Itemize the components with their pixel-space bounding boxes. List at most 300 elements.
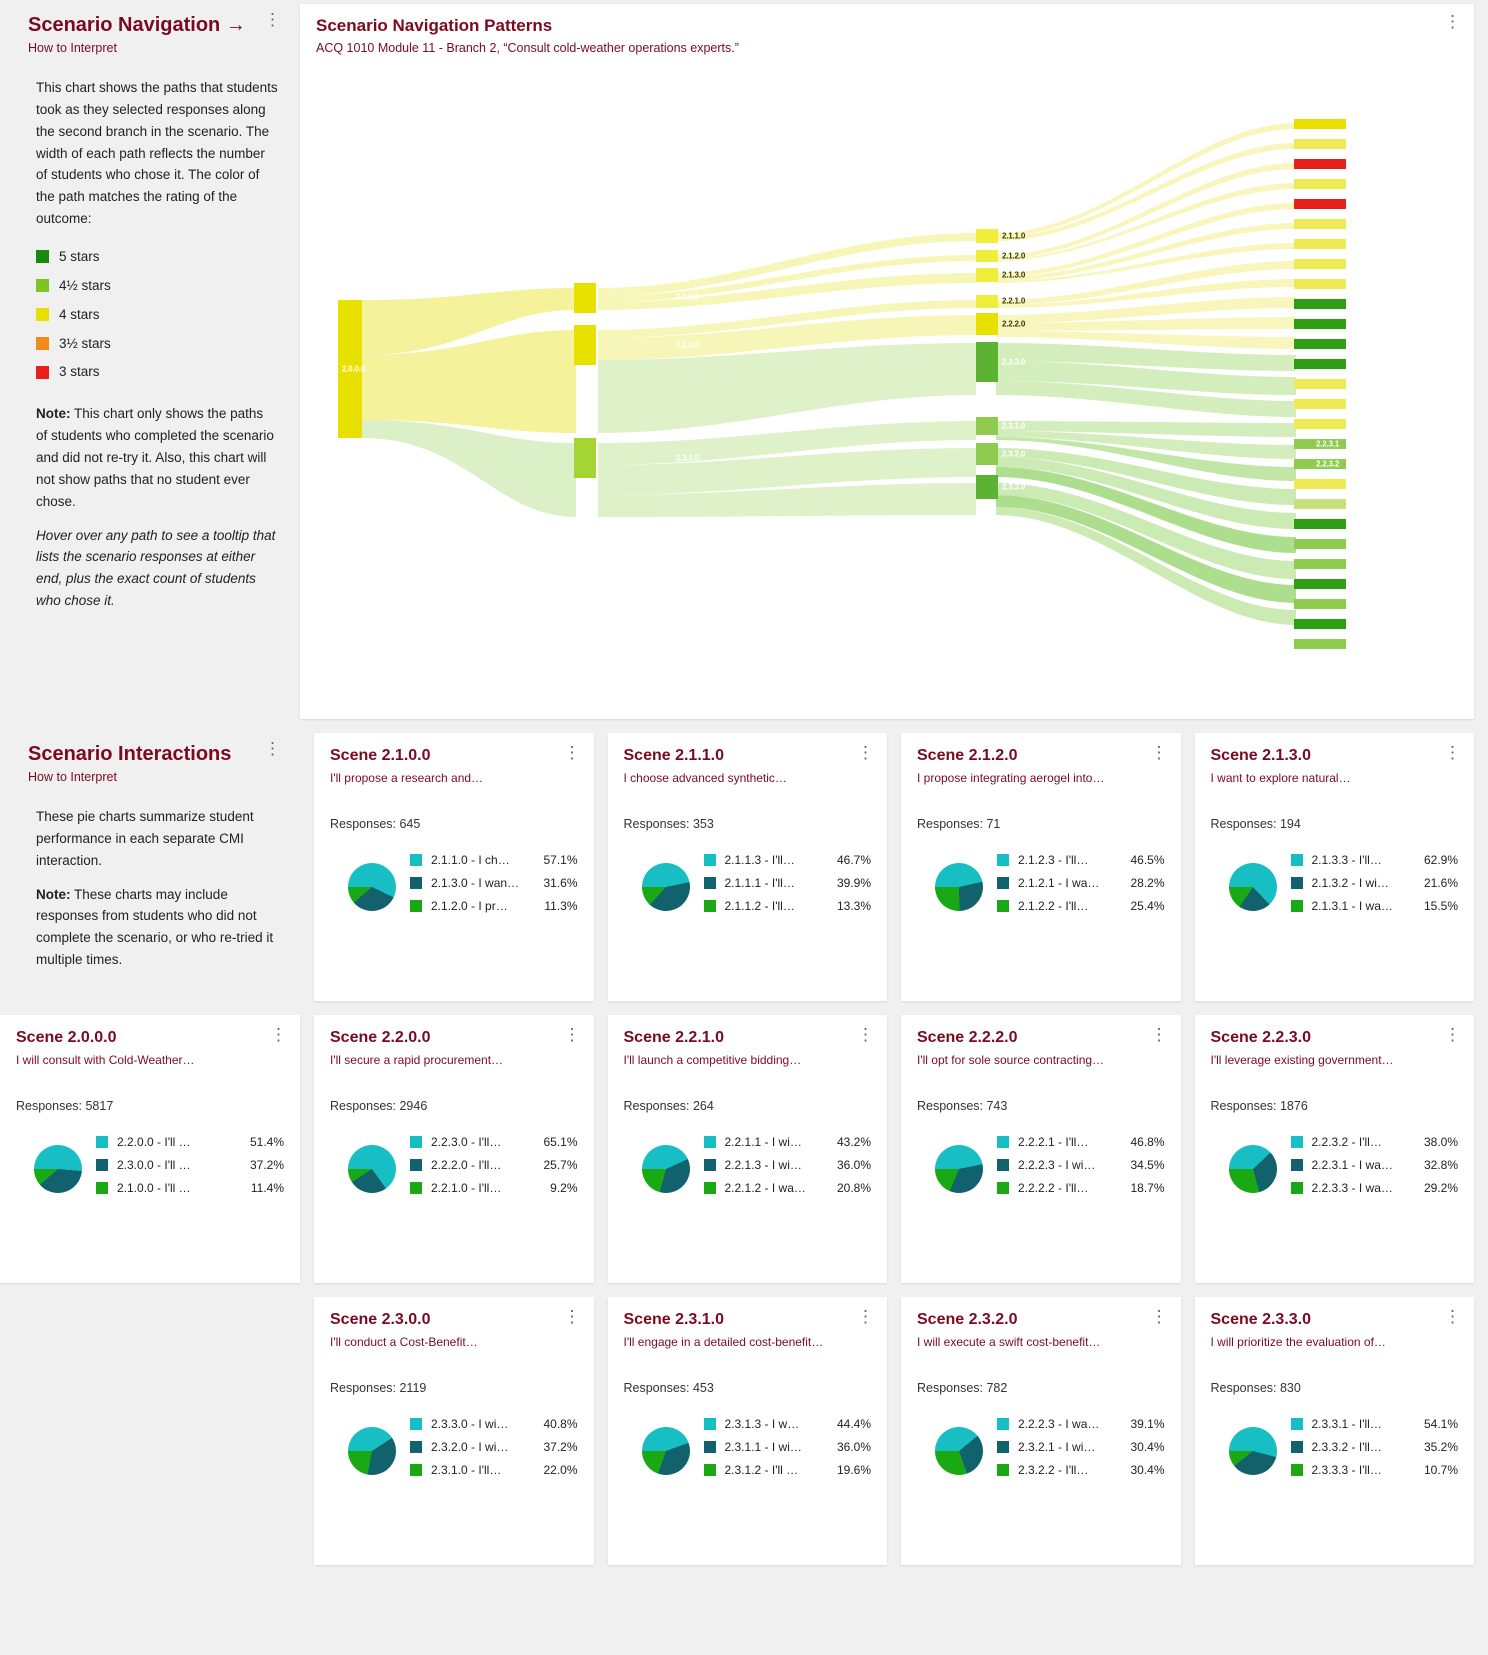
kebab-menu-icon[interactable]: ⋮ (857, 1025, 874, 1044)
legend-swatch (96, 1182, 108, 1194)
legend-label: 2.1.3.0 - I wan… (431, 875, 520, 890)
scene-card[interactable] (901, 733, 1181, 1001)
card-title: Scene 2.2.2.0 (917, 1029, 1018, 1046)
note-label: Note: (36, 886, 71, 902)
pie-chart[interactable] (1229, 1145, 1277, 1193)
responses-value: 743 (986, 1098, 1008, 1113)
pie-legend (410, 1135, 578, 1204)
responses-label: Responses: (917, 1098, 987, 1113)
note-text: These charts may include responses from students who did not complete the scenario, or who re-tried it multiple times. (36, 886, 274, 968)
sankey-node-label-2-1-2-0: 2.1.2.0 (1002, 251, 1026, 261)
legend-swatch (410, 1159, 422, 1171)
responses-count (330, 817, 578, 831)
legend-percent: 30.4% (1130, 1439, 1165, 1454)
legend-item (1291, 899, 1459, 913)
sankey-links[interactable] (362, 123, 1296, 625)
pie-chart[interactable] (935, 1145, 983, 1193)
legend-label: 2.2.0.0 - I'll … (117, 1134, 191, 1149)
kebab-menu-icon[interactable]: ⋮ (1150, 1025, 1168, 1044)
legend-item (36, 361, 278, 383)
legend-percent: 15.5% (1423, 898, 1458, 913)
legend-swatch (1291, 1182, 1303, 1194)
pie-chart[interactable] (348, 1145, 396, 1193)
legend-swatch (410, 1182, 422, 1194)
card-title: Scene 2.1.1.0 (623, 747, 725, 764)
pie-legend (997, 1135, 1165, 1204)
legend-percent: 65.1% (543, 1134, 578, 1149)
kebab-menu-icon[interactable]: ⋮ (1150, 743, 1168, 762)
responses-value: 71 (986, 816, 1001, 831)
legend-label: 2.3.3.2 - I'll… (1311, 1439, 1382, 1454)
kebab-menu-icon[interactable]: ⋮ (264, 739, 281, 758)
legend-percent: 37.2% (249, 1157, 284, 1172)
responses-label: Responses: (330, 1098, 400, 1113)
legend-item (704, 1158, 872, 1172)
card-title: Scene 2.1.2.0 (917, 747, 1018, 764)
legend-percent: 46.7% (836, 852, 871, 867)
rating-legend (36, 246, 278, 383)
sankey-node-label-2-2-3-0: 2.2.3.0 (1002, 357, 1026, 367)
responses-label: Responses: (16, 1098, 86, 1113)
legend-percent: 36.0% (836, 1439, 871, 1454)
legend-item (1291, 1463, 1459, 1477)
pie-legend (997, 853, 1165, 922)
pie-chart[interactable] (642, 1427, 690, 1475)
legend-swatch (410, 900, 422, 912)
legend-label: 2.1.1.2 - I'll… (724, 898, 795, 913)
legend-item (997, 1135, 1165, 1149)
legend-swatch (410, 1441, 422, 1453)
legend-item (704, 853, 872, 867)
responses-count (330, 1381, 578, 1395)
responses-label: Responses: (623, 1098, 693, 1113)
legend-swatch (704, 1418, 716, 1430)
legend-percent: 35.2% (1423, 1439, 1458, 1454)
responses-value: 2119 (399, 1380, 427, 1395)
sankey-node-2-1-3-0 (976, 268, 998, 282)
responses-label: Responses: (1210, 1380, 1280, 1395)
hover-hint: Hover over any path to see a tooltip that lists the scenario responses at either end, plus the exact count of students who chose it. (36, 527, 276, 609)
legend-item (704, 1463, 872, 1477)
legend-percent: 62.9% (1423, 852, 1458, 867)
card-subtitle: I'll secure a rapid procurement… (330, 1053, 504, 1067)
legend-item (36, 275, 278, 297)
legend-item (997, 1181, 1165, 1195)
sankey-node-2-2-3-0 (976, 342, 998, 382)
scenario-interactions-section (0, 719, 1488, 1565)
responses-value: 353 (692, 816, 714, 831)
legend-label: 2.1.2.0 - I pr… (431, 898, 508, 913)
scene-card[interactable] (314, 733, 594, 1001)
sankey-node-2-1-2-0 (976, 250, 998, 262)
legend-label: 2.2.1.1 - I wi… (724, 1134, 802, 1149)
scene-card[interactable] (0, 1015, 300, 1283)
pie-chart[interactable] (1229, 863, 1277, 911)
legend-label: 2.3.2.1 - I wi… (1018, 1439, 1096, 1454)
legend-item (704, 876, 872, 890)
sankey-node-label-2-3-2-0: 2.3.2.0 (1002, 449, 1026, 459)
pie-legend (1291, 1417, 1459, 1486)
sankey-node-2-3-0-0 (574, 438, 596, 478)
card-title: Scene 2.3.0.0 (330, 1311, 431, 1328)
legend-swatch (997, 900, 1009, 912)
legend-label: 2.1.3.2 - I wi… (1311, 875, 1389, 890)
sankey-svg[interactable] (316, 65, 1396, 705)
sankey-node-label-2-2-3-1: 2.2.3.1 (1316, 439, 1340, 449)
legend-label: 2.1.2.1 - I wa… (1018, 875, 1100, 890)
legend-label: 2.2.2.3 - I wi… (1018, 1157, 1096, 1172)
legend-item (704, 1440, 872, 1454)
legend-label: 2.2.3.2 - I'll… (1311, 1134, 1382, 1149)
responses-label: Responses: (623, 816, 693, 831)
legend-percent: 39.1% (1130, 1416, 1165, 1431)
explainer-note (36, 403, 278, 512)
legend-swatch (1291, 1441, 1303, 1453)
legend-swatch (704, 1159, 716, 1171)
responses-value: 830 (1279, 1380, 1301, 1395)
card-subtitle: I want to explore natural… (1210, 771, 1351, 785)
pie-chart[interactable] (34, 1145, 82, 1193)
legend-label: 2.2.3.1 - I wa… (1311, 1157, 1393, 1172)
legend-item (410, 1417, 578, 1431)
pie-chart[interactable] (348, 1427, 396, 1475)
legend-percent: 37.2% (543, 1439, 578, 1454)
legend-item (36, 304, 278, 326)
legend-swatch-3half-stars (36, 337, 49, 350)
sankey-chart-card (300, 4, 1474, 719)
scenario-interactions-explainer (0, 733, 300, 993)
legend-swatch (1291, 1418, 1303, 1430)
legend-swatch (410, 1464, 422, 1476)
card-subtitle: I'll conduct a Cost-Benefit… (330, 1335, 478, 1349)
responses-value: 194 (1279, 816, 1301, 831)
sankey-node-2-1-0-0 (574, 283, 596, 313)
scene-card[interactable] (901, 1015, 1181, 1283)
legend-percent: 25.7% (543, 1157, 578, 1172)
card-title: Scene 2.1.3.0 (1210, 747, 1312, 764)
pie-legend (997, 1417, 1165, 1486)
kebab-menu-icon[interactable]: ⋮ (270, 1025, 287, 1044)
sankey-node-label-2-1-1-0: 2.1.1.0 (1002, 231, 1026, 241)
legend-swatch (997, 1418, 1009, 1430)
responses-value: 1876 (1279, 1098, 1308, 1113)
legend-item (410, 1463, 578, 1477)
responses-value: 264 (692, 1098, 714, 1113)
legend-label: 2.3.1.3 - I w… (724, 1416, 800, 1431)
card-subtitle: I'll engage in a detailed cost-benefit… (623, 1335, 824, 1349)
sankey-node-2-2-0-0 (574, 325, 596, 365)
legend-item (1291, 1440, 1459, 1454)
card-title: Scene 2.3.3.0 (1210, 1311, 1312, 1328)
legend-percent: 22.0% (543, 1462, 578, 1477)
legend-percent: 38.0% (1423, 1134, 1458, 1149)
section-title: Scenario Interactions (28, 743, 232, 765)
scene-card[interactable] (1195, 1297, 1475, 1565)
card-title: Scene 2.1.0.0 (330, 747, 431, 764)
legend-item (704, 899, 872, 913)
legend-swatch (997, 877, 1009, 889)
kebab-menu-icon[interactable]: ⋮ (857, 1307, 874, 1326)
responses-count (917, 1099, 1165, 1113)
sankey-node-2-1-1-0 (976, 229, 998, 243)
card-subtitle: I will prioritize the evaluation of… (1210, 1335, 1386, 1349)
responses-count (1211, 1099, 1459, 1113)
card-subtitle: I'll leverage existing government… (1210, 1053, 1394, 1067)
responses-count (624, 1099, 872, 1113)
legend-label: 4 stars (59, 306, 100, 322)
sankey-node-2-3-2-0 (976, 443, 998, 465)
pie-chart[interactable] (1229, 1427, 1277, 1475)
sankey-node-label-2-3-1-0: 2.3.1.0 (1002, 421, 1026, 431)
legend-label: 2.3.1.0 - I'll… (431, 1462, 502, 1477)
explainer-paragraph: This chart shows the paths that students took as they selected responses along the second branch in the scenario. The width of each path reflects the number of students who chose it. The color of the path matches the rating of the outcome: (36, 80, 278, 227)
card-title: Scene 2.3.2.0 (917, 1311, 1018, 1328)
responses-value: 453 (692, 1380, 714, 1395)
legend-percent: 25.4% (1130, 898, 1165, 913)
note-label: Note: (36, 406, 71, 422)
legend-label: 2.2.2.1 - I'll… (1018, 1134, 1089, 1149)
legend-item (96, 1158, 284, 1172)
kebab-menu-icon[interactable]: ⋮ (1444, 743, 1461, 762)
legend-item (36, 246, 278, 268)
legend-label: 2.1.2.2 - I'll… (1018, 898, 1089, 913)
responses-label: Responses: (330, 1380, 400, 1395)
legend-percent: 11.3% (544, 898, 578, 913)
scenario-navigation-explainer (0, 0, 300, 634)
legend-label: 2.1.3.1 - I wa… (1311, 898, 1393, 913)
legend-swatch (410, 1418, 422, 1430)
responses-count (1211, 817, 1459, 831)
legend-swatch (704, 877, 716, 889)
legend-label: 2.2.2.3 - I wa… (1018, 1416, 1100, 1431)
legend-label: 2.2.3.0 - I'll… (431, 1134, 502, 1149)
responses-label: Responses: (1210, 1098, 1280, 1113)
legend-swatch (997, 1182, 1009, 1194)
responses-label: Responses: (330, 816, 400, 831)
how-to-interpret-label: How to Interpret (28, 770, 117, 784)
pie-chart[interactable] (935, 1427, 983, 1475)
kebab-menu-icon[interactable]: ⋮ (1444, 12, 1461, 31)
legend-item (704, 1417, 872, 1431)
pie-legend (1291, 853, 1459, 922)
legend-item (410, 853, 578, 867)
legend-percent: 46.5% (1130, 852, 1165, 867)
scene-card[interactable] (314, 1297, 594, 1565)
scene-card[interactable] (1195, 733, 1475, 1001)
explainer-note (36, 884, 278, 971)
kebab-menu-icon[interactable]: ⋮ (563, 743, 581, 762)
sankey-node-2-0-0-0 (338, 300, 362, 438)
legend-item (410, 1135, 578, 1149)
legend-item (96, 1181, 284, 1195)
legend-label: 5 stars (59, 249, 100, 265)
sankey-node-label-2-2-3-2: 2.2.3.2 (1316, 459, 1340, 469)
legend-label: 2.1.1.1 - I'll… (724, 875, 795, 890)
kebab-menu-icon[interactable]: ⋮ (857, 743, 874, 762)
card-subtitle: I choose advanced synthetic… (623, 771, 787, 785)
legend-percent: 28.2% (1130, 875, 1165, 890)
legend-swatch (704, 854, 716, 866)
legend-percent: 40.8% (543, 1416, 578, 1431)
legend-label: 3½ stars (59, 335, 111, 351)
responses-value: 782 (986, 1380, 1008, 1395)
legend-label: 2.2.1.2 - I wa… (724, 1180, 806, 1195)
sankey-node-label-2-3-0-0: 2.3.0.0 (676, 453, 700, 463)
legend-item (1291, 1181, 1459, 1195)
how-to-interpret-label: How to Interpret (28, 41, 117, 55)
legend-label: 2.2.3.3 - I wa… (1311, 1180, 1393, 1195)
pie-legend (704, 1135, 872, 1204)
legend-swatch (997, 1441, 1009, 1453)
kebab-menu-icon[interactable]: ⋮ (563, 1025, 581, 1044)
pie-legend (704, 1417, 872, 1486)
legend-item (410, 1440, 578, 1454)
sankey-node-label-2-1-3-0: 2.1.3.0 (1002, 270, 1026, 280)
legend-swatch (704, 1464, 716, 1476)
sankey-node-2-2-2-0 (976, 313, 998, 335)
legend-item (997, 1463, 1165, 1477)
legend-label: 2.2.1.0 - I'll… (431, 1180, 502, 1195)
legend-percent: 19.6% (836, 1462, 871, 1477)
legend-item (36, 333, 278, 355)
legend-item (997, 876, 1165, 890)
legend-item (410, 1181, 578, 1195)
kebab-menu-icon[interactable]: ⋮ (1150, 1307, 1168, 1326)
legend-percent: 39.9% (836, 875, 871, 890)
legend-swatch (997, 1159, 1009, 1171)
scene-card[interactable] (608, 1297, 888, 1565)
card-title: Scene 2.2.1.0 (623, 1029, 725, 1046)
legend-item (410, 876, 578, 890)
legend-item (1291, 1135, 1459, 1149)
kebab-menu-icon[interactable]: ⋮ (1444, 1307, 1461, 1326)
responses-value: 5817 (85, 1098, 114, 1113)
kebab-menu-icon[interactable]: ⋮ (264, 10, 281, 29)
legend-percent: 10.7% (1423, 1462, 1458, 1477)
legend-percent: 30.4% (1130, 1462, 1165, 1477)
legend-percent: 34.5% (1130, 1157, 1165, 1172)
legend-item (704, 1181, 872, 1195)
legend-swatch-4-stars (36, 308, 49, 321)
legend-swatch (1291, 877, 1303, 889)
legend-label: 2.1.1.3 - I'll… (724, 852, 795, 867)
legend-label: 2.3.0.0 - I'll … (117, 1157, 191, 1172)
legend-percent: 20.8% (836, 1180, 871, 1195)
legend-item (997, 1440, 1165, 1454)
scene-card[interactable] (608, 733, 888, 1001)
pie-chart[interactable] (642, 1145, 690, 1193)
legend-label: 2.3.3.0 - I wi… (431, 1416, 509, 1431)
scene-card[interactable] (1195, 1015, 1475, 1283)
legend-swatch-4half-stars (36, 279, 49, 292)
legend-swatch (1291, 1159, 1303, 1171)
sankey-node-label-2-2-2-0: 2.2.2.0 (1002, 319, 1026, 329)
legend-percent: 31.6% (543, 875, 578, 890)
sankey-node-2-2-1-0 (976, 295, 998, 308)
legend-item (997, 853, 1165, 867)
sankey-diagram[interactable] (316, 65, 1458, 705)
card-subtitle: I'll propose a research and… (330, 771, 484, 785)
legend-swatch (704, 1182, 716, 1194)
legend-label: 2.3.2.2 - I'll… (1018, 1462, 1089, 1477)
pie-chart[interactable] (642, 863, 690, 911)
sankey-node-label-2-2-0-0: 2.2.0.0 (676, 340, 700, 350)
explainer-paragraph: These pie charts summarize student performance in each separate CMI interaction. (36, 809, 254, 868)
pie-legend (410, 853, 578, 922)
legend-item (410, 899, 578, 913)
legend-label: 2.2.2.2 - I'll… (1018, 1180, 1089, 1195)
legend-swatch (410, 854, 422, 866)
card-subtitle: I will execute a swift cost-benefit… (917, 1335, 1101, 1349)
responses-label: Responses: (623, 1380, 693, 1395)
scenario-navigation-section (0, 0, 1488, 719)
kebab-menu-icon[interactable]: ⋮ (1444, 1025, 1461, 1044)
legend-label: 2.3.1.1 - I wi… (724, 1439, 802, 1454)
legend-item (1291, 853, 1459, 867)
legend-label: 2.1.0.0 - I'll … (117, 1180, 191, 1195)
card-title: Scene 2.2.0.0 (330, 1029, 431, 1046)
pie-chart[interactable] (348, 863, 396, 911)
responses-count (16, 1099, 284, 1113)
legend-label: 2.3.2.0 - I wi… (431, 1439, 509, 1454)
legend-percent: 54.1% (1423, 1416, 1458, 1431)
legend-percent: 11.4% (250, 1180, 284, 1195)
legend-item (410, 1158, 578, 1172)
legend-swatch (997, 1136, 1009, 1148)
legend-item (1291, 1417, 1459, 1431)
legend-item (997, 899, 1165, 913)
legend-swatch (1291, 1464, 1303, 1476)
scene-card[interactable] (608, 1015, 888, 1283)
kebab-menu-icon[interactable]: ⋮ (563, 1307, 581, 1326)
legend-swatch (1291, 900, 1303, 912)
legend-swatch (96, 1136, 108, 1148)
legend-item (997, 1417, 1165, 1431)
legend-swatch (704, 1136, 716, 1148)
pie-legend (704, 853, 872, 922)
responses-label: Responses: (917, 816, 987, 831)
legend-swatch (410, 877, 422, 889)
legend-label: 2.1.2.3 - I'll… (1018, 852, 1089, 867)
legend-swatch (704, 900, 716, 912)
page-title: Scenario Navigation → (28, 14, 246, 36)
legend-swatch-3-stars (36, 366, 49, 379)
legend-percent: 43.2% (836, 1134, 871, 1149)
scene-card[interactable] (314, 1015, 594, 1283)
legend-label: 2.3.3.3 - I'll… (1311, 1462, 1382, 1477)
legend-percent: 36.0% (836, 1157, 871, 1172)
legend-swatch (1291, 1136, 1303, 1148)
legend-percent: 51.4% (249, 1134, 284, 1149)
legend-swatch (1291, 854, 1303, 866)
legend-swatch (704, 1441, 716, 1453)
chart-subtitle: ACQ 1010 Module 11 - Branch 2, “Consult cold-weather operations experts.” (316, 41, 739, 55)
card-subtitle: I will consult with Cold-Weather… (16, 1053, 195, 1067)
legend-percent: 32.8% (1423, 1157, 1458, 1172)
legend-label: 2.3.3.1 - I'll… (1311, 1416, 1382, 1431)
legend-item (1291, 876, 1459, 890)
scene-card[interactable] (901, 1297, 1181, 1565)
legend-label: 4½ stars (59, 277, 111, 293)
responses-count (624, 1381, 872, 1395)
chart-title: Scenario Navigation Patterns (316, 16, 553, 35)
legend-percent: 21.6% (1423, 875, 1458, 890)
legend-swatch-5-stars (36, 250, 49, 263)
card-subtitle: I propose integrating aerogel into… (917, 771, 1105, 785)
responses-label: Responses: (1210, 816, 1280, 831)
legend-percent: 9.2% (550, 1180, 578, 1195)
pie-chart[interactable] (935, 863, 983, 911)
